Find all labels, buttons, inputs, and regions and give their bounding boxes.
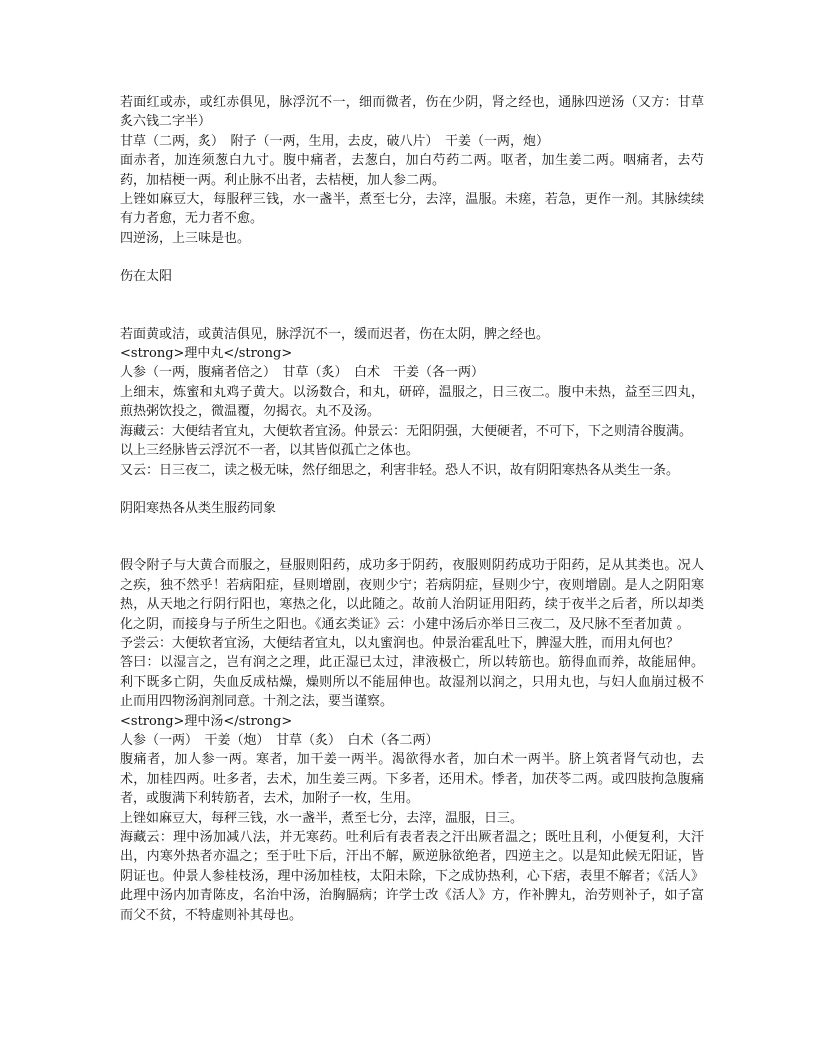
paragraph: 若面黄或洁，或黄洁俱见，脉浮沉不一，缓而迟者，伤在太阴，脾之经也。 (120, 326, 550, 342)
ingredients-line: 人参（一两，腹痛者倍之） 甘草（炙） 白术 干姜（各一两） (120, 365, 485, 381)
paragraph: 以上三经脉皆云浮沉不一者，以其皆似孤亡之体也。 (120, 443, 420, 459)
paragraph: 上锉如麻豆大，每秤三钱，水一盏半，煮至七分，去滓，温服，日三。 (120, 810, 524, 826)
document-page (120, 93, 704, 925)
paragraph: 予尝云：大便软者宜汤，大便结者宜丸，以丸蜜润也。仲景治霍乱吐下，脾湿大胜，而用丸何也？ (120, 635, 680, 651)
section-tongmai-sini (120, 93, 704, 248)
formula-title: <strong>理中丸</strong> (120, 346, 293, 362)
section-heading: 伤在太阳 (120, 269, 173, 285)
paragraph: 海藏云：大便结者宜丸，大便软者宜汤。仲景云：无阳阴强，大便硬者，不可下，下之则清谷腹满。 (120, 423, 693, 439)
section-taiyin (120, 325, 704, 480)
paragraph: 海藏云：理中汤加减八法，并无寒药。吐利后有表者表之汗出厥者温之；既吐且利，小便复利，大汗出，内寒外热者亦温之；至于吐下后，汗出不解，厥逆脉欲绝者，四逆主之。以是知此候无阳证，皆阴证也。仲景人参桂枝汤，理中汤加桂枝，太阳未除，下之成协热利，心下痞，表里不解者；《活人》此理中汤内加青陈皮，名治中汤，治胸膈病；许学士改《活人》方，作补脾丸，治劳则补子，如子富而父不贫，不特虚则补其母也。 (120, 830, 704, 923)
paragraph: 若面红或赤，或红赤俱见，脉浮沉不一，细而微者，伤在少阴，肾之经也，通脉四逆汤（又方：甘草炙六钱二字半） (120, 95, 704, 130)
paragraph: 腹痛者，加人参一两。寒者，加干姜一两半。渴欲得水者，加白术一两半。脐上筑者肾气动也，去术，加桂四两。吐多者，去术，加生姜三两。下多者，还用术。悸者，加茯苓二两。或四肢拘急腹痛者，或腹满下利转筋者，去术，加附子一枚，生用。 (120, 752, 704, 807)
paragraph: 面赤者，加连须葱白九寸。腹中痛者，去葱白，加白芍药二两。呕者，加生姜二两。咽痛者，去芍药，加桔梗一两。利止脉不出者，去桔梗，加人参二两。 (120, 153, 704, 188)
paragraph: 上锉如麻豆大，每服秤三钱，水一盏半，煮至七分，去滓，温服。未瘥，若急，更作一剂。其脉续续有力者愈，无力者不愈。 (120, 192, 704, 227)
paragraph: 答曰：以湿言之，岂有润之之理，此正湿已太过，津液极亡，所以转筋也。筋得血而养，故能屈伸。利下既多亡阴，失血反成枯燥，燥则所以不能屈伸也。故湿剂以润之，只用丸也，与妇人血崩过极不止而用四物汤润剂同意。十剂之法，要当谨察。 (120, 655, 704, 710)
paragraph: 假令附子与大黄合而服之，昼服则阳药，成功多于阴药，夜服则阴药成功于阳药，足从其类也。况人之疾，独不然乎！若病阳症，昼则增剧，夜则少宁；若病阴症，昼则少宁，夜则增剧。是人之阴阳寒热，从天地之行阴行阳也，寒热之化，以此随之。故前人治阴证用阳药，续于夜半之后者，所以却类化之阴，而接身与子所生之阳也。《通玄类证》云：小建中汤后亦举日三夜二，及尺脉不至者加黄 。 (120, 558, 704, 632)
section-yinyang (120, 556, 704, 925)
ingredients-line: 人参（一两） 干姜（炮） 甘草（炙） 白术（各二两） (120, 732, 439, 748)
section-heading: 阴阳寒热各从类生服药同象 (120, 500, 277, 516)
paragraph: 四逆汤，上三味是也。 (120, 230, 251, 246)
formula-title: <strong>理中汤</strong> (120, 713, 293, 729)
paragraph: 上细末，炼蜜和丸鸡子黄大。以汤数合，和丸，研碎，温服之，日三夜二。腹中未热，益至三四丸，煎热粥饮投之，微温覆，勿揭衣。丸不及汤。 (120, 384, 704, 420)
ingredients-line: 甘草（二两，炙） 附子（一两，生用，去皮，破八片） 干姜（一两，炮） (120, 133, 550, 149)
paragraph: 又云：日三夜二，读之极无味，然仔细思之，利害非轻。恐人不识，故有阴阳寒热各从类生一条。 (120, 462, 680, 478)
